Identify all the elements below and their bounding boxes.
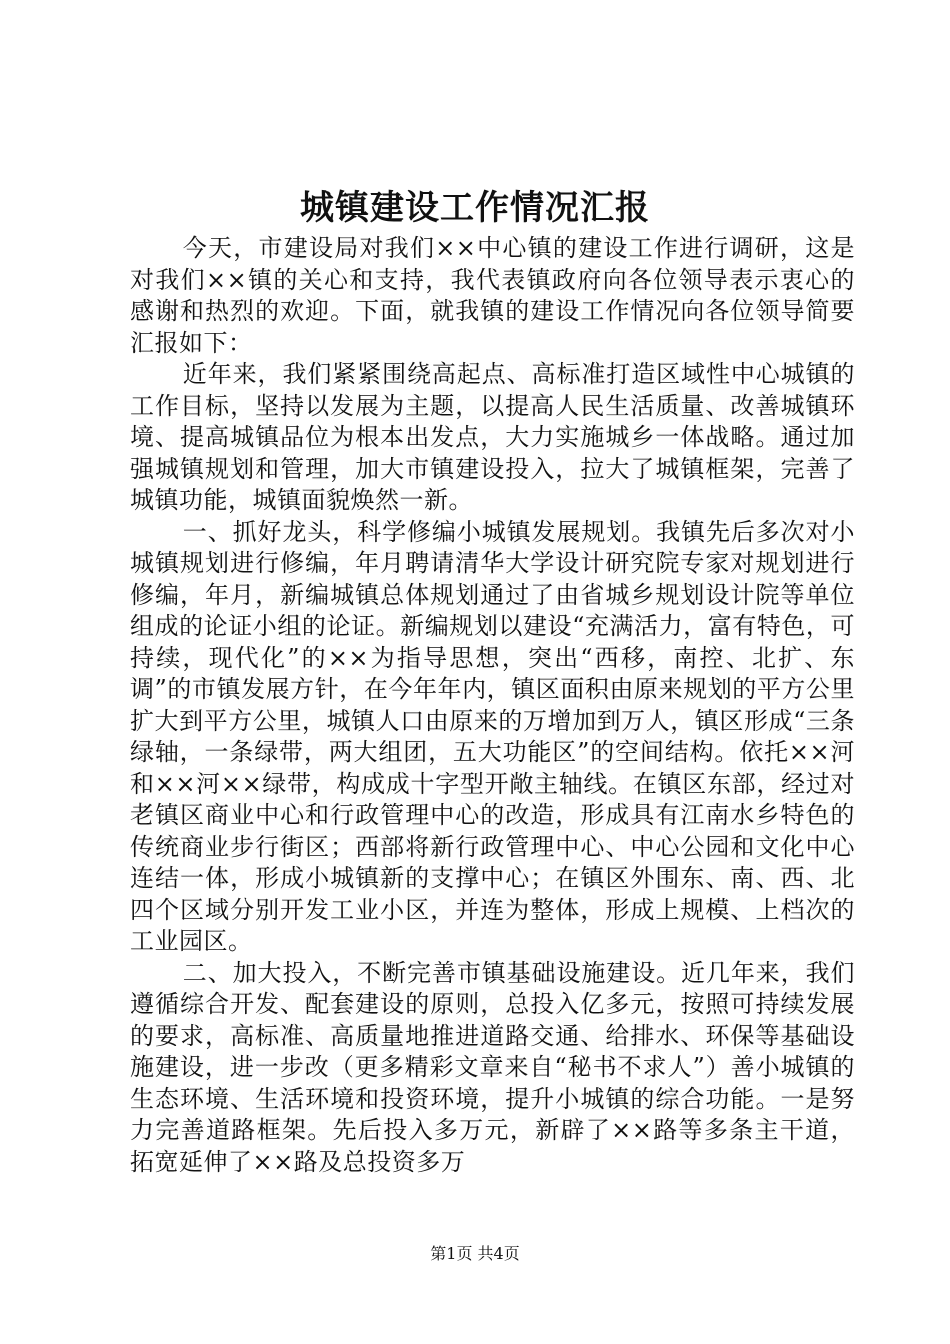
page-footer: 第1页 共4页 bbox=[430, 1244, 520, 1263]
document-body bbox=[130, 233, 855, 1178]
paragraph-2: 近年来，我们紧紧围绕高起点、高标准打造区域性中心城镇的工作目标，坚持以发展为主题，以提高人民生活质量、改善城镇环境、提高城镇品位为根本出发点，大力实施城乡一体战略。通过加强城镇规划和管理，加大市镇建设投入，拉大了城镇框架，完善了城镇功能，城镇面貌焕然一新。 bbox=[130, 360, 855, 514]
paragraph-4: 二、加大投入，不断完善市镇基础设施建设。近几年来，我们遵循综合开发、配套建设的原则，总投入亿多元，按照可持续发展的要求，高标准、高质量地推进道路交通、给排水、环保等基础设施建设，进一步改（更多精彩文章来自“秘书不求人”）善小城镇的生态环境、生活环境和投资环境，提升小城镇的综合功能。一是努力完善道路框架。先后投入多万元，新辟了××路等多条主干道，拓宽延伸了××路及总投资多万 bbox=[130, 958, 855, 1176]
document-title: 城镇建设工作情况汇报 bbox=[300, 188, 650, 228]
paragraph-3: 一、抓好龙头，科学修编小城镇发展规划。我镇先后多次对小城镇规划进行修编，年月聘请清华大学设计研究院专家对规划进行修编，年月，新编城镇总体规划通过了由省城乡规划设计院等单位组成的论证小组的论证。新编规划以建设“充满活力，富有特色，可持续，现代化”的××为指导思想，突出“西移，南控、北扩、东调”的市镇发展方针，在今年年内，镇区面积由原来规划的平方公里扩大到平方公里，城镇人口由原来的万增加到万人，镇区形成“三条绿轴，一条绿带，两大组团，五大功能区”的空间结构。依托××河和××河××绿带，构成成十字型开敞主轴线。在镇区东部，经过对老镇区商业中心和行政管理中心的改造，形成具有江南水乡特色的传统商业步行街区；西部将新行政管理中心、中心公园和文化中心连结一体，形成小城镇新的支撑中心；在镇区外围东、南、西、北四个区域分别开发工业小区，并连为整体，形成上规模、上档次的工业园区。 bbox=[130, 517, 855, 955]
paragraph-1: 今天，市建设局对我们××中心镇的建设工作进行调研，这是对我们××镇的关心和支持，我代表镇政府向各位领导表示衷心的感谢和热烈的欢迎。下面，就我镇的建设工作情况向各位领导简要汇报如下： bbox=[130, 234, 855, 357]
